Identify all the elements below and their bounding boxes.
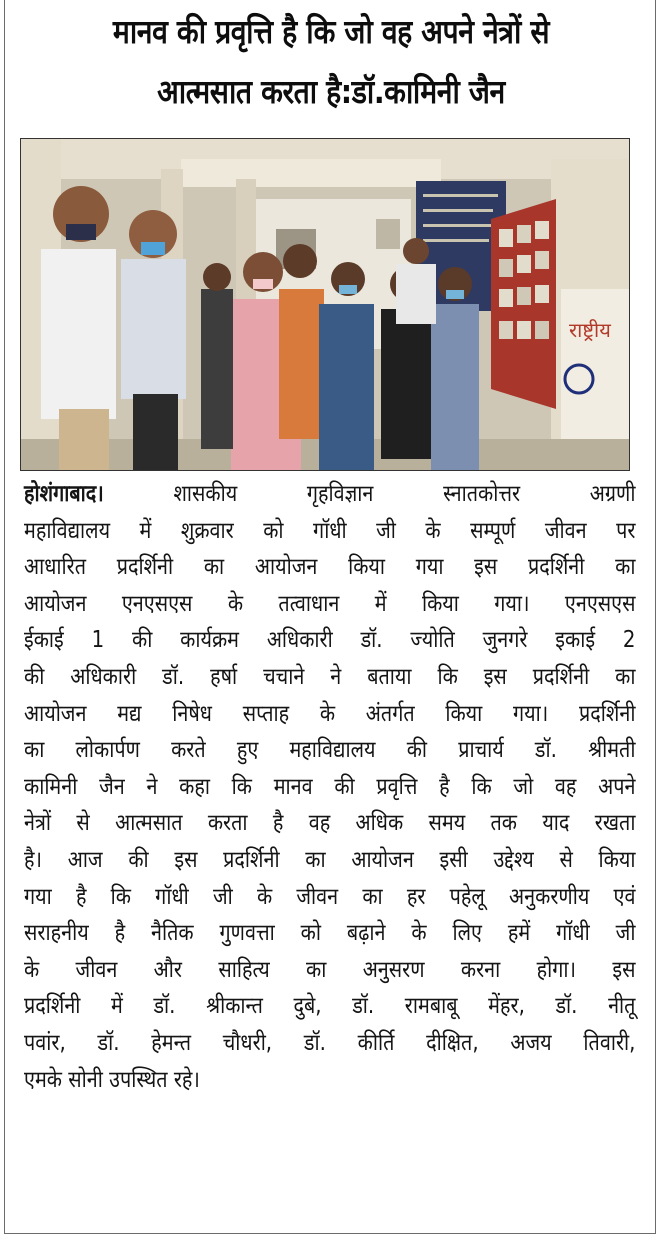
article-line: पवांर, डॉ. हेमन्त चौधरी, डॉ. कीर्ति दीक्षित, अजय तिवारी, (24, 1029, 636, 1056)
dateline: होशंगाबाद। (24, 481, 104, 507)
article-line: है। आज की इस प्रदर्शिनी का आयोजन इसी उद्देश्य से किया (24, 846, 636, 873)
article-body (24, 476, 636, 1098)
article-line: ईकाई 1 की कार्यक्रम अधिकारी डॉ. ज्योति जुनगरे इकाई 2 (24, 627, 636, 654)
article-line: एमके सोनी उपस्थित रहे। (24, 1066, 200, 1093)
article-line: सराहनीय है नैतिक गुणवत्ता को बढ़ाने के लिए हमें गॉधी जी (24, 920, 636, 947)
article-line (24, 476, 635, 513)
article-line: महाविद्यालय में शुक्रवार को गॉधी जी के सम्पूर्ण जीवन पर (24, 517, 636, 544)
article-line: का लोकार्पण करते हुए महाविद्यालय की प्राचार्य डॉ. श्रीमती (24, 737, 636, 764)
article-line: प्रदर्शिनी में डॉ. श्रीकान्त दुबे, डॉ. रामबाबू मेंहर, डॉ. नीतू (24, 993, 636, 1020)
banner-text: राष्ट्रीय (569, 318, 611, 342)
article-line: आयोजन मद्य निषेध सप्ताह के अंतर्गत किया गया। प्रदर्शिनी (24, 700, 636, 727)
headline-line-2: आत्मसात करता है:डॉ.कामिनी जैन (157, 72, 505, 111)
article-line: गया है कि गॉधी जी के जीवन का हर पहेलू अनुकरणीय एवं (24, 883, 636, 910)
article-line: नेत्रों से आत्मसात करता है वह अधिक समय तक याद रखता (24, 810, 636, 837)
article-line: आयोजन एनएसएस के तत्वाधान में किया गया। एनएसएस (24, 590, 636, 617)
news-photo (20, 138, 630, 471)
article-line: कामिनी जैन ने कहा कि मानव की प्रवृत्ति है कि जो वह अपने (24, 773, 636, 800)
article-line: के जीवन और साहित्य का अनुसरण करना होगा। इस (24, 956, 636, 983)
article-line: की अधिकारी डॉ. हर्षा चचाने ने बताया कि इस प्रदर्शिनी का (24, 663, 636, 690)
article-line: आधारित प्रदर्शिनी का आयोजन किया गया इस प्रदर्शिनी का (24, 554, 636, 581)
headline-line-1: मानव की प्रवृत्ति है कि जो वह अपने नेत्रों से (112, 12, 550, 51)
photo-illustration (21, 139, 630, 471)
article-line-text: शासकीय गृहविज्ञान स्नातकोत्तर अग्रणी (103, 481, 636, 507)
